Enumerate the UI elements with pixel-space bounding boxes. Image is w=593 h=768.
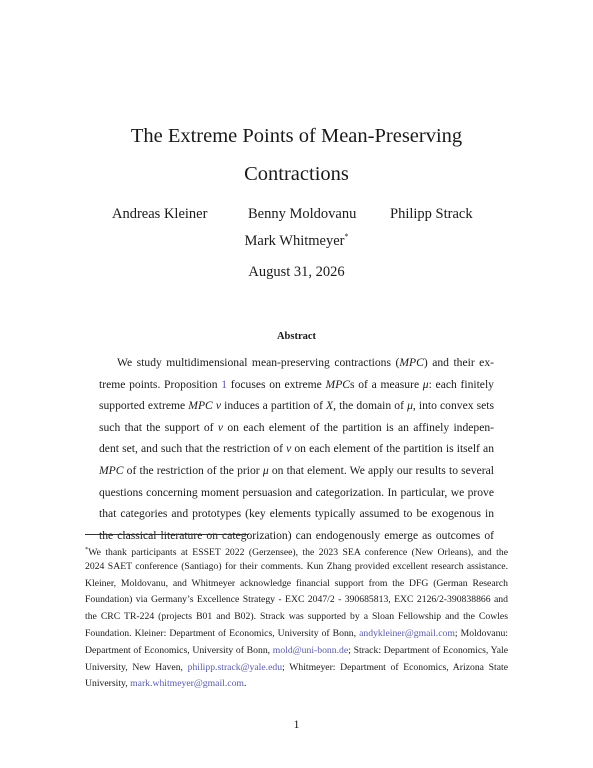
author-moldovanu: Benny Moldovanu <box>248 206 357 222</box>
abstract-text: on each element of the partition is itself an <box>291 442 494 456</box>
email-link[interactable]: philipp.strack@yale.edu <box>187 661 283 673</box>
math-symbol: ν <box>286 442 292 456</box>
footnote-text: ; Whitmeyer: Department of Economics, Arizona State <box>282 661 508 673</box>
footnote-line <box>85 660 508 677</box>
abstract-line <box>99 460 494 482</box>
title-line-1: The Extreme Points of Mean-Preserving <box>130 125 463 147</box>
author-list <box>0 206 593 228</box>
abstract-text: the classical literature on categorization) can endogenously emerge as outcomes of <box>99 528 494 542</box>
footnote-line <box>85 643 508 660</box>
footnote-text: the CRC TR-224 (projects B01 and B02). Strack was supported by a Sloan Fellowship and the Cowles <box>85 611 508 623</box>
math-symbol: X <box>326 399 334 413</box>
abstract-text: focuses on extreme <box>227 377 326 391</box>
abstract-line <box>99 352 494 374</box>
abstract-text: s of a measure <box>350 377 423 391</box>
footnote-text: Department of Economics, University of Bonn, <box>85 644 273 656</box>
footnote <box>85 542 508 693</box>
email-link[interactable]: andykleiner@gmail.com <box>359 627 455 639</box>
proposition-ref-link[interactable]: 1 <box>221 377 228 391</box>
paper-date: August 31, 2026 <box>248 264 345 280</box>
footnote-mark: * <box>85 546 89 553</box>
abstract-line <box>99 417 494 439</box>
footnote-text: 2024 SAET conference (Santiago) for their comments. Kun Zhang provided excellent research assistance. <box>85 560 508 572</box>
footnote-line <box>85 609 508 626</box>
footnote-text: Foundation. Kleiner: Department of Economics, University of Bonn, <box>85 627 360 639</box>
author-whitmeyer-row <box>0 232 593 250</box>
abstract-text: of the restriction of the prior <box>123 463 263 477</box>
math-symbol: MPC ν <box>188 399 222 413</box>
abstract-text: treme points. Proposition <box>99 377 222 391</box>
email-link[interactable]: mark.whitmeyer@gmail.com <box>130 678 244 690</box>
abstract-text: questions concerning moment persuasion and categorization. In particular, we prove <box>99 485 494 499</box>
abstract-text: dent set, and such that the restriction of <box>99 442 287 456</box>
abstract-text: on that element. We apply our results to several <box>268 463 494 477</box>
author-kleiner: Andreas Kleiner <box>112 206 208 222</box>
abstract-line <box>99 438 494 460</box>
abstract-text: , the domain of <box>333 399 408 413</box>
author-strack: Philipp Strack <box>390 206 473 222</box>
footnote-line <box>85 676 508 693</box>
footnote-text: University, New Haven, <box>85 661 188 673</box>
footnote-text: ; Strack: Department of Economics, Yale <box>348 644 508 656</box>
math-symbol: MPC <box>99 463 124 477</box>
email-link[interactable]: mold@uni-bonn.de <box>272 644 349 656</box>
math-symbol: μ <box>422 377 429 391</box>
abstract-text: induces a partition of <box>221 399 327 413</box>
author-whitmeyer: Mark Whitmeyer <box>244 233 345 249</box>
footnote-line <box>85 559 508 576</box>
title-line-2: Contractions <box>244 163 349 185</box>
abstract-body <box>99 352 494 546</box>
footnote-text: We thank participants at ESSET 2022 (Gerzensee), the 2023 SEA conference (New Orleans), and the <box>88 547 508 558</box>
footnote-text: Foundation) via Germany’s Excellence Strategy - EXC 2047/2 - 390685813, EXC 2126/2-390838866 and <box>85 594 508 606</box>
abstract-text: , into convex sets <box>412 399 495 413</box>
paper-title <box>60 117 533 193</box>
footnote-line <box>85 592 508 609</box>
abstract-text: : each finitely <box>428 377 494 391</box>
footnote-line <box>85 542 508 559</box>
abstract-line <box>99 503 494 525</box>
abstract-text: that categories and prototypes (key elements typically assumed to be exogenous in <box>99 507 494 521</box>
footnote-text: . <box>243 678 247 690</box>
abstract-line <box>99 395 494 417</box>
footnote-text: University, <box>85 678 131 690</box>
math-symbol: μ <box>407 399 413 413</box>
abstract-heading: Abstract <box>276 331 317 342</box>
footnote-marker[interactable]: * <box>344 232 349 241</box>
page-number: 1 <box>293 717 300 731</box>
footnote-rule <box>85 534 249 535</box>
abstract-text: such that the support of <box>99 420 218 434</box>
abstract-line <box>99 374 494 396</box>
abstract-text: We study multidimensional mean-preserving contractions ( <box>117 356 400 369</box>
footnote-text: Kleiner, Moldovanu, and Whitmeyer acknowledge financial support from the DFG (German Research <box>85 577 508 589</box>
abstract-text: ) and their ex- <box>423 356 494 369</box>
math-symbol: ν <box>217 420 224 434</box>
footnote-text: ; Moldovanu: <box>454 627 508 639</box>
math-symbol: MPC <box>399 356 424 369</box>
abstract-text: on each element of the partition is an affinely indepen- <box>223 420 494 434</box>
footnote-line <box>85 576 508 593</box>
math-symbol: μ <box>262 463 269 477</box>
abstract-text: supported extreme <box>99 399 189 413</box>
footnote-line <box>85 626 508 643</box>
math-symbol: MPC <box>325 377 351 391</box>
abstract-line <box>99 482 494 504</box>
